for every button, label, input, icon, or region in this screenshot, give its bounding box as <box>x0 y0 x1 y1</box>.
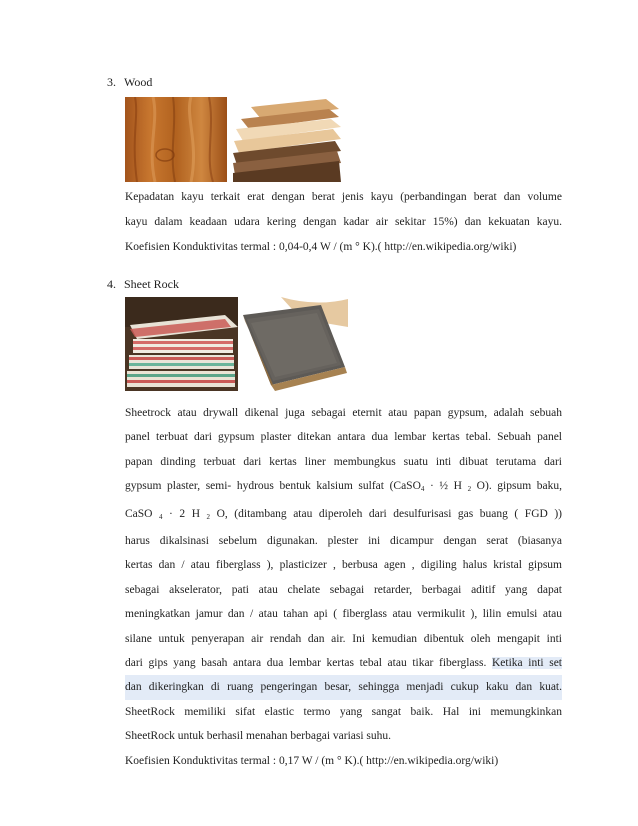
conductivity-note: Koefisien Konduktivitas termal : 0,04-0,4 W / (m ° K).( http://en.wikipedia.org/wiki) <box>125 241 517 253</box>
paragraph-line: Kepadatan kayu terkait erat dengan berat jenis kayu (perbandingan berat dan volume <box>125 191 562 203</box>
text-run: CaSO <box>125 507 160 520</box>
wood-paragraph <box>125 185 562 260</box>
text-run: · 2 H <box>162 507 207 520</box>
wood-grain-photo <box>125 97 227 182</box>
paragraph-line: kertas dan / atau fiberglass ), plasticizer , berbusa agen , digiling halus kristal gipsum <box>125 559 562 572</box>
sheet-rock-boards-photo <box>241 297 348 391</box>
subscript: 4 <box>420 485 425 494</box>
drywall-stack-photo <box>125 297 238 391</box>
text-run: O). gipsum baku, <box>471 480 562 493</box>
wood-planks-stack-photo <box>231 97 341 182</box>
section-title: Sheet Rock <box>124 277 179 291</box>
paragraph-line <box>125 474 562 501</box>
section-number: 4. <box>107 277 116 291</box>
subscript: 4 <box>159 512 163 521</box>
highlighted-line: dan dikeringkan di ruang pengeringan besar, sehingga menjadi cukup kaku dan kuat. <box>125 675 562 699</box>
sheet-rock-paragraph <box>125 401 562 773</box>
text-run: gypsum plaster, semi- hydrous bentuk kalsium sulfat (CaSO <box>125 480 421 493</box>
subscript: 2 <box>467 485 472 494</box>
subscript: 2 <box>206 512 211 521</box>
section-number: 3. <box>107 75 116 89</box>
section-title: Wood <box>124 75 153 89</box>
paragraph-line <box>125 651 562 675</box>
paragraph-line: papan dinding terbuat dari kertas liner membungkus suatu inti dibuat terutama dari <box>125 455 562 468</box>
text-run: dari gips yang basah antara dua lembar kertas tebal atau tikar fiberglass. <box>125 657 492 670</box>
conductivity-note: Koefisien Konduktivitas termal : 0,17 W / (m ° K).( http://en.wikipedia.org/wiki) <box>125 754 499 767</box>
paragraph-line: SheetRock untuk berhasil menahan berbagai variasi suhu. <box>125 730 392 743</box>
paragraph-line: kayu dalam keadaan udara kering dengan kadar air sekitar 15%) dan kekuatan kayu. <box>125 216 562 228</box>
paragraph-line: harus dikalsinasi sebelum digunakan. plester ini dicampur dengan serat (biasanya <box>125 535 562 548</box>
section-heading-wood <box>107 75 152 89</box>
paragraph-line: meningkatkan jamur dan / atau tahan api ( fiberglass atau vermikulit ), lilin emulsi atau <box>125 608 562 621</box>
section-heading-sheet-rock <box>107 277 179 291</box>
paragraph-line <box>125 502 562 529</box>
paragraph-line: sebagai akselerator, pati atau chelate sebagai retarder, berbagai aditif yang dapat <box>125 583 562 596</box>
paragraph-line: panel terbuat dari gypsum plaster ditekan antara dua lembar kertas tebal. Sebuah panel <box>125 431 562 444</box>
highlighted-text: Ketika inti set <box>492 657 562 670</box>
text-run: O, (ditambang atau diperoleh dari desulfurisasi gas buang ( FGD )) <box>210 507 562 520</box>
paragraph-line: silane untuk penyerapan air rendah dan air. Ini kemudian dibentuk oleh mengapit inti <box>125 632 562 645</box>
text-run: · ½ H <box>424 480 468 493</box>
paragraph-line: Sheetrock atau drywall dikenal juga sebagai eternit atau papan gypsum, adalah sebuah <box>125 407 562 419</box>
paragraph-line: SheetRock memiliki sifat elastic termo yang sangat baik. Hal ini memungkinkan <box>125 705 562 718</box>
